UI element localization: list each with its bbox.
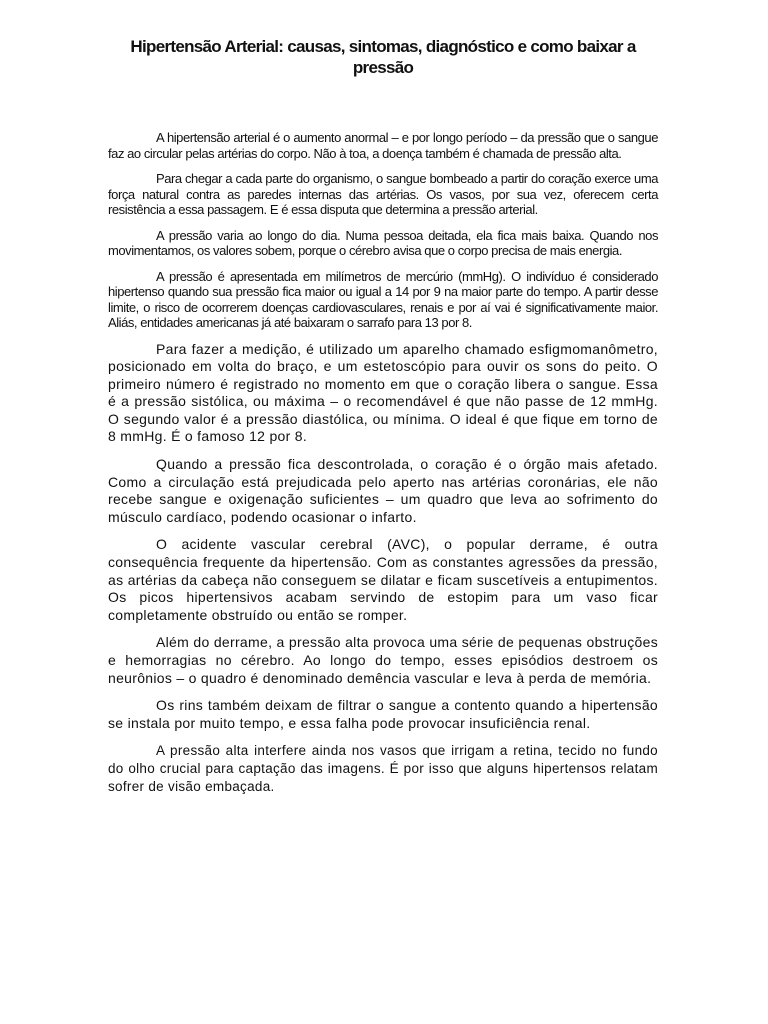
paragraph-daily-variation: A pressão varia ao longo do dia. Numa pessoa deitada, ela fica mais baixa. Quando nos movimentamos, os valores sobem, porque o cérebro avisa que o corpo precisa de mais energia.: [108, 227, 658, 258]
paragraph-measurement-procedure: Para fazer a medição, é utilizado um aparelho chamado esfigmomanômetro, posicionado em volta do braço, e um estetoscópio para ouvir os sons do peito. O primeiro número é registrado no momento em que o coração libera o sangue. Essa é a pressão sistólica, ou máxima – o recomendável é que não passe de 12 mmHg. O segundo valor é a pressão diastólica, ou mínima. O ideal é que fique em torno de 8 mmHg. É o famoso 12 por 8.: [108, 340, 658, 445]
document-title: Hipertensão Arterial: causas, sintomas, diagnóstico e como baixar a pressão: [130, 37, 636, 77]
paragraph-measurement-units: A pressão é apresentada em milímetros de mercúrio (mmHg). O indivíduo é considerado hipertenso quando sua pressão fica maior ou igual a 14 por 9 na maior parte do tempo. A partir desse limite, o risco de ocorrerem doenças cardiovasculares, renais e por aí vai é significativamente maior. Aliás, entidades americanas já até baixaram o sarrafo para 13 por 8.: [108, 268, 658, 330]
paragraph-stroke: O acidente vascular cerebral (AVC), o popular derrame, é outra consequência frequente da hipertensão. Com as constantes agressões da pressão, as artérias da cabeça não conseguem se dilatar e ficam suscetíveis a entupimentos. Os picos hipertensivos acabam servindo de estopim para um vaso ficar completamente obstruído ou então se romper.: [108, 536, 658, 623]
document-page: [108, 36, 658, 805]
paragraph-definition: A hipertensão arterial é o aumento anormal – e por longo período – da pressão que o sangue faz ao circular pelas artérias do corpo. Não à toa, a doença também é chamada de pressão alta.: [108, 130, 658, 161]
paragraph-kidney-effects: Os rins também deixam de filtrar o sangue a contento quando a hipertensão se instala por muito tempo, e essa falha pode provocar insuficiência renal.: [108, 697, 658, 731]
paragraph-blood-flow: Para chegar a cada parte do organismo, o sangue bombeado a partir do coração exerce uma força natural contra as paredes internas das artérias. Os vasos, por sua vez, oferecem certa resistência a essa passagem. E é essa disputa que determina a pressão arterial.: [108, 171, 658, 217]
paragraph-eye-effects: A pressão alta interfere ainda nos vasos que irrigam a retina, tecido no fundo do olho crucial para captação das imagens. É por isso que alguns hipertensos relatam sofrer de visão embaçada.: [108, 743, 658, 794]
paragraph-heart-effects: Quando a pressão fica descontrolada, o coração é o órgão mais afetado. Como a circulação está prejudicada pelo aperto nas artérias coronárias, ele não recebe sangue e oxigenação suficientes – um quadro que leva ao sofrimento do músculo cardíaco, podendo ocasionar o infarto.: [108, 456, 658, 525]
paragraph-brain-effects: Além do derrame, a pressão alta provoca uma série de pequenas obstruções e hemorragias no cérebro. Ao longo do tempo, esses episódios destroem os neurônios – o quadro é denominado demência vascular e leva à perda de memória.: [108, 634, 658, 686]
